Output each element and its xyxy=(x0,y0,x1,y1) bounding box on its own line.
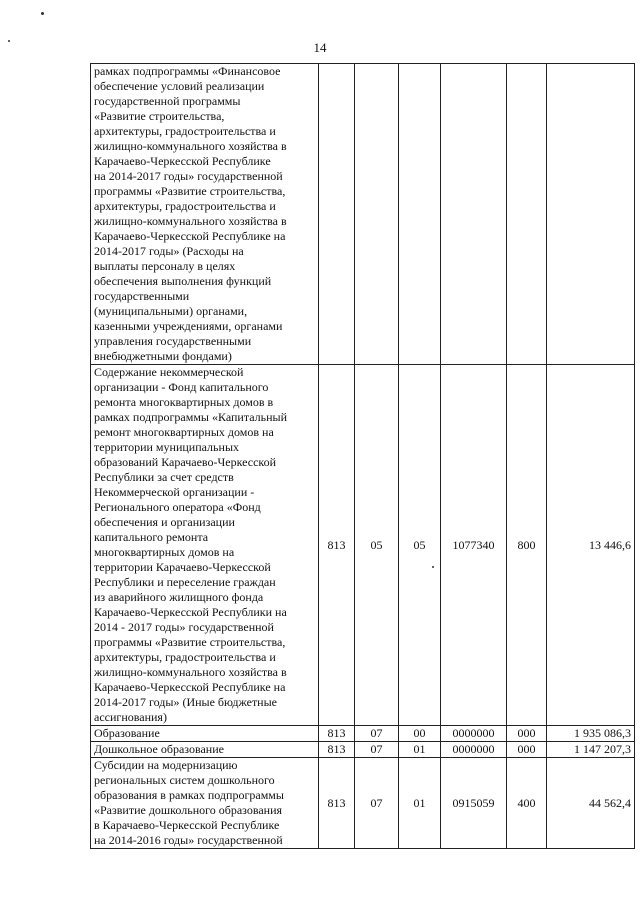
row-amount: 1 147 207,3 xyxy=(547,742,635,758)
row-section-code: 07 xyxy=(355,742,399,758)
table-row xyxy=(91,726,635,742)
row-amount xyxy=(547,64,635,365)
row-expense-type-code xyxy=(507,64,547,365)
row-ministry-code: 813 xyxy=(319,365,355,726)
row-expense-type-code: 400 xyxy=(507,758,547,849)
row-description: Содержание некоммерческой организации - Фонд капитального ремонта многоквартирных домов в рамках подпрограммы «Капитальный ремонт многоквартирных домов на территории муниципальных образований Карачаево-Черкесской Республики за счет средств Некоммерческой организации - Регионального оператора «Фонд обеспечения и организации капитального ремонта многоквартирных домов на территории Карачаево-Черкесской Республики и переселение граждан из аварийного жилищного фонда Карачаево-Черкесской Республики на 2014 - 2017 годы» государственной программы «Развитие строительства, архитектуры, градостроительства и жилищно-коммунального хозяйства в Карачаево-Черкесской Республике на 2014-2017 годы» (Иные бюджетные ассигнования) xyxy=(91,365,319,726)
row-ministry-code xyxy=(319,64,355,365)
row-description: Субсидии на модернизацию региональных систем дошкольного образования в рамках подпрограммы «Развитие дошкольного образования в Карачаево-Черкесской Республике на 2014-2016 годы» государственной xyxy=(91,758,319,849)
row-target-code: 1077340 xyxy=(441,365,507,726)
row-description: рамках подпрограммы «Финансовое обеспечение условий реализации государственной программы «Развитие строительства, архитектуры, градостроительства и жилищно-коммунального хозяйства в Карачаево-Черкесской Республике на 2014-2017 годы» государственной программы «Развитие строительства, архитектуры, градостроительства и жилищно-коммунального хозяйства в Карачаево-Черкесской Республике на 2014-2017 годы» (Расходы на выплаты персоналу в целях обеспечения выполнения функций государственными (муниципальными) органами, казенными учреждениями, органами управления государственными внебюджетными фондами) xyxy=(91,64,319,365)
row-section-code: 07 xyxy=(355,758,399,849)
row-target-code xyxy=(441,64,507,365)
row-description: Образование xyxy=(91,726,319,742)
row-amount: 1 935 086,3 xyxy=(547,726,635,742)
row-ministry-code: 813 xyxy=(319,726,355,742)
row-target-code: 0000000 xyxy=(441,726,507,742)
table-row xyxy=(91,758,635,849)
row-section-code: 05 xyxy=(355,365,399,726)
page-number: 14 xyxy=(313,40,327,55)
scan-speck xyxy=(41,12,44,15)
row-subsection-code: 05 xyxy=(399,365,441,726)
row-amount: 13 446,6 xyxy=(547,365,635,726)
row-section-code xyxy=(355,64,399,365)
row-expense-type-code: 000 xyxy=(507,726,547,742)
row-subsection-code: 01 xyxy=(399,758,441,849)
row-expense-type-code: 800 xyxy=(507,365,547,726)
row-expense-type-code: 000 xyxy=(507,742,547,758)
row-section-code: 07 xyxy=(355,726,399,742)
budget-table xyxy=(90,63,635,849)
row-description: Дошкольное образование xyxy=(91,742,319,758)
table-row xyxy=(91,365,635,726)
row-ministry-code: 813 xyxy=(319,742,355,758)
table-row xyxy=(91,64,635,365)
table-row xyxy=(91,742,635,758)
row-subsection-code: 01 xyxy=(399,742,441,758)
row-amount: 44 562,4 xyxy=(547,758,635,849)
row-target-code: 0915059 xyxy=(441,758,507,849)
row-ministry-code: 813 xyxy=(319,758,355,849)
row-subsection-code: 00 xyxy=(399,726,441,742)
row-subsection-code xyxy=(399,64,441,365)
row-target-code: 0000000 xyxy=(441,742,507,758)
